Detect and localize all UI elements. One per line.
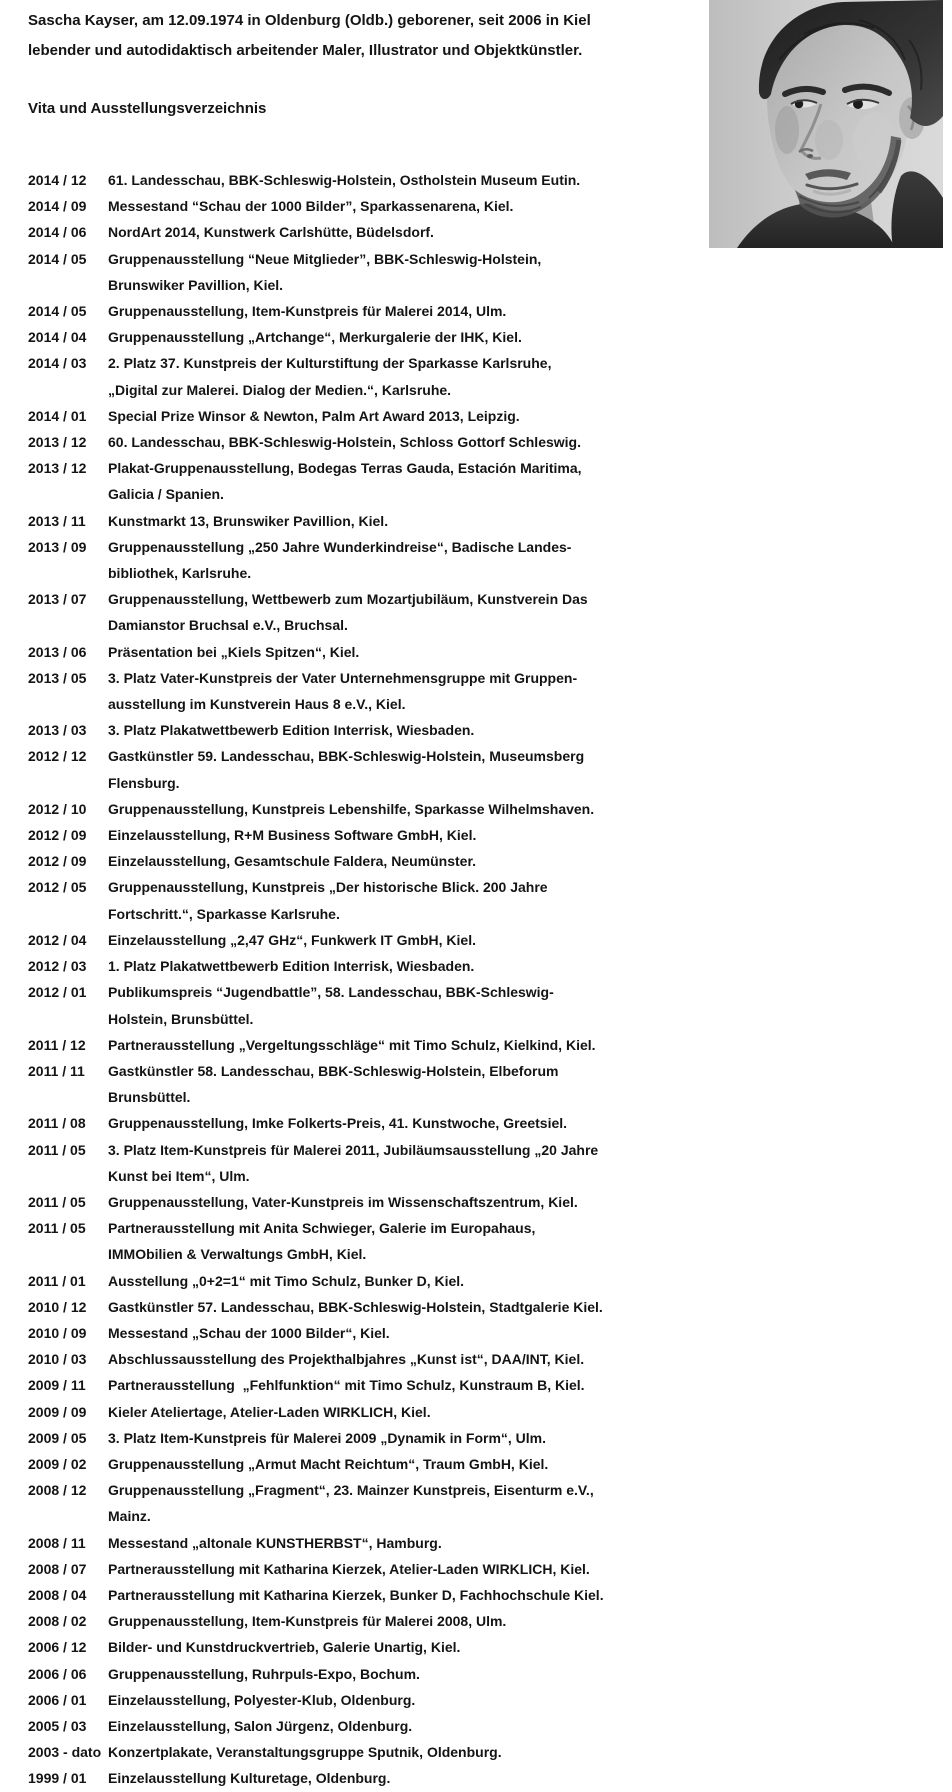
entry-line: Gruppenausstellung, Ruhrpuls-Expo, Bochum.	[108, 1665, 420, 1682]
entry-date: 2008 / 12	[28, 1482, 87, 1499]
entry-date: 2012 / 04	[28, 931, 87, 948]
entry-line: Gruppenausstellung, Item-Kunstpreis für Malerei 2014, Ulm.	[108, 303, 507, 320]
entry-description	[108, 1713, 412, 1739]
vita-entry	[28, 1399, 928, 1425]
vita-entry	[28, 1268, 928, 1294]
entry-line: Galicia / Spanien.	[108, 486, 224, 503]
vita-entry	[28, 1634, 928, 1660]
entry-line: Gastkünstler 59. Landesschau, BBK-Schleswig-Holstein, Museumsberg	[108, 748, 585, 765]
entry-date: 2013 / 07	[28, 591, 87, 608]
entry-line: Einzelausstellung, R+M Business Software GmbH, Kiel.	[108, 827, 477, 844]
entry-date: 2011 / 05	[28, 1141, 86, 1158]
vita-entry	[28, 1372, 928, 1398]
entry-line: Gruppenausstellung „Fragment“, 23. Mainzer Kunstpreis, Eisenturm e.V.,	[108, 1482, 594, 1499]
entry-line: 1. Platz Plakatwettbewerb Edition Interrisk, Wiesbaden.	[108, 958, 475, 975]
entry-date: 2011 / 05	[28, 1193, 86, 1210]
vita-entry	[28, 193, 928, 219]
entry-date: 2014 / 05	[28, 250, 87, 267]
vita-entry	[28, 1110, 928, 1136]
entry-date: 2008 / 04	[28, 1586, 87, 1603]
vita-entry	[28, 665, 928, 717]
entry-line: Einzelausstellung, Salon Jürgenz, Oldenburg.	[108, 1717, 413, 1734]
entry-line: 3. Platz Plakatwettbewerb Edition Interrisk, Wiesbaden.	[108, 722, 475, 739]
entry-line: Damianstor Bruchsal e.V., Bruchsal.	[108, 617, 348, 634]
entry-description	[108, 298, 506, 324]
entry-description	[108, 1137, 598, 1189]
entry-description	[108, 1425, 546, 1451]
entry-line: Gruppenausstellung, Kunstpreis „Der historische Blick. 200 Jahre	[108, 879, 548, 896]
entry-line: Fortschritt.“, Sparkasse Karlsruhe.	[108, 905, 340, 922]
entry-date: 2010 / 12	[28, 1298, 87, 1315]
vita-entry	[28, 1058, 928, 1110]
vita-entry	[28, 639, 928, 665]
entry-description	[108, 1215, 535, 1267]
entry-date: 2005 / 03	[28, 1717, 87, 1734]
entry-description	[108, 1110, 567, 1136]
vita-entry	[28, 1451, 928, 1477]
entry-line: Konzertplakate, Veranstaltungsgruppe Sputnik, Oldenburg.	[108, 1744, 502, 1761]
entry-line: Einzelausstellung „2,47 GHz“, Funkwerk IT GmbH, Kiel.	[108, 931, 476, 948]
entry-line: ausstellung im Kunstverein Haus 8 e.V., Kiel.	[108, 696, 406, 713]
entry-line: Präsentation bei „Kiels Spitzen“, Kiel.	[108, 643, 360, 660]
vita-entry	[28, 796, 928, 822]
entry-date: 2011 / 05	[28, 1220, 86, 1237]
entry-date: 2014 / 03	[28, 355, 87, 372]
entry-description	[108, 1530, 442, 1556]
entry-line: Messestand „Schau der 1000 Bilder“, Kiel.	[108, 1324, 390, 1341]
vita-entry	[28, 1661, 928, 1687]
vita-entry	[28, 743, 928, 795]
entry-line: Kunst bei Item“, Ulm.	[108, 1167, 250, 1184]
entry-date: 2014 / 05	[28, 303, 87, 320]
vita-entry	[28, 717, 928, 743]
vita-entry	[28, 324, 928, 350]
entry-date: 2006 / 12	[28, 1639, 87, 1656]
entry-description	[108, 534, 571, 586]
entry-line: 3. Platz Item-Kunstpreis für Malerei 2009 „Dynamik in Form“, Ulm.	[108, 1429, 547, 1446]
entry-line: IMMObilien & Verwaltungs GmbH, Kiel.	[108, 1246, 367, 1263]
entry-description	[108, 848, 476, 874]
entry-line: Gruppenausstellung „Artchange“, Merkurgalerie der IHK, Kiel.	[108, 329, 522, 346]
entry-date: 2012 / 09	[28, 853, 87, 870]
vita-entry	[28, 219, 928, 245]
entry-description	[108, 979, 554, 1031]
vita-entry	[28, 350, 928, 402]
vita-entry	[28, 1687, 928, 1713]
vita-entry	[28, 1294, 928, 1320]
entry-description	[108, 1582, 604, 1608]
entry-line: Holstein, Brunsbüttel.	[108, 1010, 254, 1027]
entry-description	[108, 796, 594, 822]
vita-entry	[28, 979, 928, 1031]
entry-description	[108, 717, 474, 743]
entry-line: Einzelausstellung Kulturetage, Oldenburg.	[108, 1770, 391, 1787]
entry-date: 2014 / 01	[28, 407, 87, 424]
entry-description	[108, 1765, 390, 1791]
entry-description	[108, 1608, 506, 1634]
intro-line-2: lebender und autodidaktisch arbeitender Maler, Illustrator und Objektkünstler.	[28, 42, 583, 59]
entry-line: Special Prize Winsor & Newton, Palm Art Award 2013, Leipzig.	[108, 407, 520, 424]
entry-description	[108, 1268, 464, 1294]
entry-line: Plakat-Gruppenausstellung, Bodegas Terras Gauda, Estación Maritima,	[108, 460, 582, 477]
entry-line: Gruppenausstellung “Neue Mitglieder”, BBK-Schleswig-Holstein,	[108, 250, 542, 267]
entry-line: Gruppenausstellung, Item-Kunstpreis für Malerei 2008, Ulm.	[108, 1613, 507, 1630]
entry-date: 2013 / 09	[28, 538, 87, 555]
entry-date: 2014 / 04	[28, 329, 87, 346]
entry-date: 2011 / 11	[28, 1062, 85, 1079]
entry-description	[108, 403, 520, 429]
entry-description	[108, 193, 513, 219]
entry-date: 2008 / 07	[28, 1560, 87, 1577]
entry-line: Einzelausstellung, Gesamtschule Faldera, Neumünster.	[108, 853, 477, 870]
entry-date: 2006 / 06	[28, 1665, 87, 1682]
entry-line: Bilder- und Kunstdruckvertrieb, Galerie Unartig, Kiel.	[108, 1639, 461, 1656]
entry-date: 2013 / 03	[28, 722, 87, 739]
entry-description	[108, 350, 551, 402]
entry-description	[108, 953, 474, 979]
entry-date: 2009 / 02	[28, 1455, 87, 1472]
entry-line: Partnerausstellung mit Katharina Kierzek, Bunker D, Fachhochschule Kiel.	[108, 1586, 604, 1603]
entry-line: bibliothek, Karlsruhe.	[108, 565, 252, 582]
vita-entry	[28, 1425, 928, 1451]
entry-date: 2011 / 08	[28, 1115, 86, 1132]
entry-line: Partnerausstellung mit Anita Schwieger, Galerie im Europahaus,	[108, 1220, 536, 1237]
entry-date: 2013 / 05	[28, 669, 87, 686]
vita-entry	[28, 403, 928, 429]
entry-line: NordArt 2014, Kunstwerk Carlshütte, Büdelsdorf.	[108, 224, 434, 241]
entry-date: 2014 / 09	[28, 198, 87, 215]
entry-line: Mainz.	[108, 1508, 151, 1525]
entry-line: Gastkünstler 57. Landesschau, BBK-Schleswig-Holstein, Stadtgalerie Kiel.	[108, 1298, 603, 1315]
entry-line: Gruppenausstellung „250 Jahre Wunderkindreise“, Badische Landes-	[108, 538, 572, 555]
entry-line: 61. Landesschau, BBK-Schleswig-Holstein, Ostholstein Museum Eutin.	[108, 172, 581, 188]
entry-line: Gruppenausstellung, Imke Folkerts-Preis, 41. Kunstwoche, Greetsiel.	[108, 1115, 568, 1132]
vita-entry	[28, 1556, 928, 1582]
vita-entry	[28, 1320, 928, 1346]
entry-description	[108, 429, 581, 455]
entry-description	[108, 1294, 603, 1320]
entry-description	[108, 665, 577, 717]
entry-line: Abschlussausstellung des Projekthalbjahres „Kunst ist“, DAA/INT, Kiel.	[108, 1351, 585, 1368]
entry-line: Einzelausstellung, Polyester-Klub, Oldenburg.	[108, 1691, 416, 1708]
entry-line: 2. Platz 37. Kunstpreis der Kulturstiftung der Sparkasse Karlsruhe,	[108, 355, 552, 372]
entry-description	[108, 743, 584, 795]
entry-line: Publikumspreis “Jugendbattle”, 58. Landesschau, BBK-Schleswig-	[108, 984, 554, 1001]
entry-description	[108, 324, 522, 350]
entry-date: 2009 / 05	[28, 1429, 87, 1446]
entry-date: 2012 / 03	[28, 958, 87, 975]
entry-date: 2012 / 01	[28, 984, 87, 1001]
entry-line: Flensburg.	[108, 774, 180, 791]
entry-line: Brunsbüttel.	[108, 1089, 191, 1106]
vita-entry	[28, 1137, 928, 1189]
entry-line: Gastkünstler 58. Landesschau, BBK-Schleswig-Holstein, Elbeforum	[108, 1062, 559, 1079]
entry-line: 60. Landesschau, BBK-Schleswig-Holstein, Schloss Gottorf Schleswig.	[108, 434, 581, 451]
entry-date: 2012 / 10	[28, 800, 87, 817]
vita-entry	[28, 822, 928, 848]
entry-date: 2013 / 12	[28, 434, 87, 451]
entry-description	[108, 1661, 420, 1687]
entry-description	[108, 167, 580, 193]
vita-entry	[28, 1346, 928, 1372]
intro-text	[28, 6, 688, 66]
entry-description	[108, 1032, 596, 1058]
vita-entry	[28, 848, 928, 874]
entry-date: 2014 / 06	[28, 224, 87, 241]
entry-line: Kunstmarkt 13, Brunswiker Pavillion, Kiel.	[108, 512, 389, 529]
vita-entry	[28, 508, 928, 534]
entry-description	[108, 1556, 590, 1582]
entry-line: Partnerausstellung „Vergeltungsschläge“ mit Timo Schulz, Kielkind, Kiel.	[108, 1036, 596, 1053]
entry-line: Gruppenausstellung, Vater-Kunstpreis im Wissenschaftszentrum, Kiel.	[108, 1193, 578, 1210]
entry-description	[108, 1189, 578, 1215]
entry-description	[108, 1477, 594, 1529]
entry-description	[108, 1372, 585, 1398]
entry-description	[108, 586, 588, 638]
entry-date: 2011 / 01	[28, 1272, 86, 1289]
entry-description	[108, 1739, 502, 1765]
entry-line: Gruppenausstellung, Wettbewerb zum Mozartjubiläum, Kunstverein Das	[108, 591, 588, 608]
entry-date: 2014 / 12	[28, 172, 87, 188]
entry-description	[108, 874, 548, 926]
entry-description	[108, 1451, 548, 1477]
vita-entry	[28, 1215, 928, 1267]
entry-line: Partnerausstellung mit Katharina Kierzek, Atelier-Laden WIRKLICH, Kiel.	[108, 1560, 590, 1577]
entry-date: 2003 - dato	[28, 1744, 102, 1761]
entry-date: 2009 / 11	[28, 1377, 86, 1394]
entry-date: 2008 / 02	[28, 1613, 87, 1630]
entry-line: „Digital zur Malerei. Dialog der Medien.“, Karlsruhe.	[108, 381, 452, 398]
vita-entry	[28, 1582, 928, 1608]
intro-line-1: Sascha Kayser, am 12.09.1974 in Oldenburg (Oldb.) geborener, seit 2006 in Kiel	[28, 12, 591, 29]
entry-description	[108, 219, 434, 245]
vita-entry	[28, 1189, 928, 1215]
entry-line: 3. Platz Item-Kunstpreis für Malerei 2011, Jubiläumsausstellung „20 Jahre	[108, 1141, 599, 1158]
vita-entry	[28, 1713, 928, 1739]
entry-date: 2010 / 03	[28, 1351, 87, 1368]
vita-entry	[28, 298, 928, 324]
vita-entry	[28, 167, 928, 193]
vita-entry	[28, 874, 928, 926]
entry-line: Brunswiker Pavillion, Kiel.	[108, 276, 284, 293]
entry-description	[108, 822, 476, 848]
vita-entry	[28, 246, 928, 298]
entry-description	[108, 1320, 390, 1346]
vita-entry	[28, 1032, 928, 1058]
vita-entry	[28, 534, 928, 586]
vita-entry	[28, 1739, 928, 1765]
vita-entry	[28, 455, 928, 507]
entry-description	[108, 508, 388, 534]
entry-line: Kieler Ateliertage, Atelier-Laden WIRKLICH, Kiel.	[108, 1403, 431, 1420]
entry-description	[108, 1634, 460, 1660]
vita-list	[28, 167, 928, 1792]
entry-date: 1999 / 01	[28, 1770, 87, 1787]
entry-date: 2012 / 09	[28, 827, 87, 844]
entry-line: Gruppenausstellung „Armut Macht Reichtum“, Traum GmbH, Kiel.	[108, 1455, 549, 1472]
entry-line: Gruppenausstellung, Kunstpreis Lebenshilfe, Sparkasse Wilhelmshaven.	[108, 800, 595, 817]
entry-description	[108, 455, 582, 507]
vita-entry	[28, 953, 928, 979]
vita-entry	[28, 1765, 928, 1791]
vita-entry	[28, 927, 928, 953]
entry-date: 2008 / 11	[28, 1534, 86, 1551]
entry-description	[108, 1346, 584, 1372]
entry-description	[108, 1687, 415, 1713]
entry-line: Ausstellung „0+2=1“ mit Timo Schulz, Bunker D, Kiel.	[108, 1272, 465, 1289]
entry-date: 2010 / 09	[28, 1324, 87, 1341]
entry-description	[108, 1058, 558, 1110]
entry-description	[108, 1399, 431, 1425]
vita-entry	[28, 1608, 928, 1634]
vita-entry	[28, 586, 928, 638]
entry-line: 3. Platz Vater-Kunstpreis der Vater Unternehmensgruppe mit Gruppen-	[108, 669, 578, 686]
entry-line: Messestand “Schau der 1000 Bilder”, Sparkassenarena, Kiel.	[108, 198, 514, 215]
entry-date: 2011 / 12	[28, 1036, 86, 1053]
entry-date: 2013 / 06	[28, 643, 87, 660]
vita-entry	[28, 429, 928, 455]
entry-date: 2009 / 09	[28, 1403, 87, 1420]
entry-description	[108, 927, 476, 953]
section-title: Vita und Ausstellungsverzeichnis	[28, 100, 267, 117]
entry-date: 2012 / 12	[28, 748, 87, 765]
entry-date: 2012 / 05	[28, 879, 87, 896]
entry-description	[108, 639, 359, 665]
entry-line: Partnerausstellung „Fehlfunktion“ mit Timo Schulz, Kunstraum B, Kiel.	[108, 1377, 585, 1394]
entry-description	[108, 246, 541, 298]
vita-entry	[28, 1530, 928, 1556]
entry-line: Messestand „altonale KUNSTHERBST“, Hamburg.	[108, 1534, 442, 1551]
entry-date: 2013 / 12	[28, 460, 87, 477]
entry-date: 2006 / 01	[28, 1691, 87, 1708]
entry-date: 2013 / 11	[28, 512, 86, 529]
vita-entry	[28, 1477, 928, 1529]
